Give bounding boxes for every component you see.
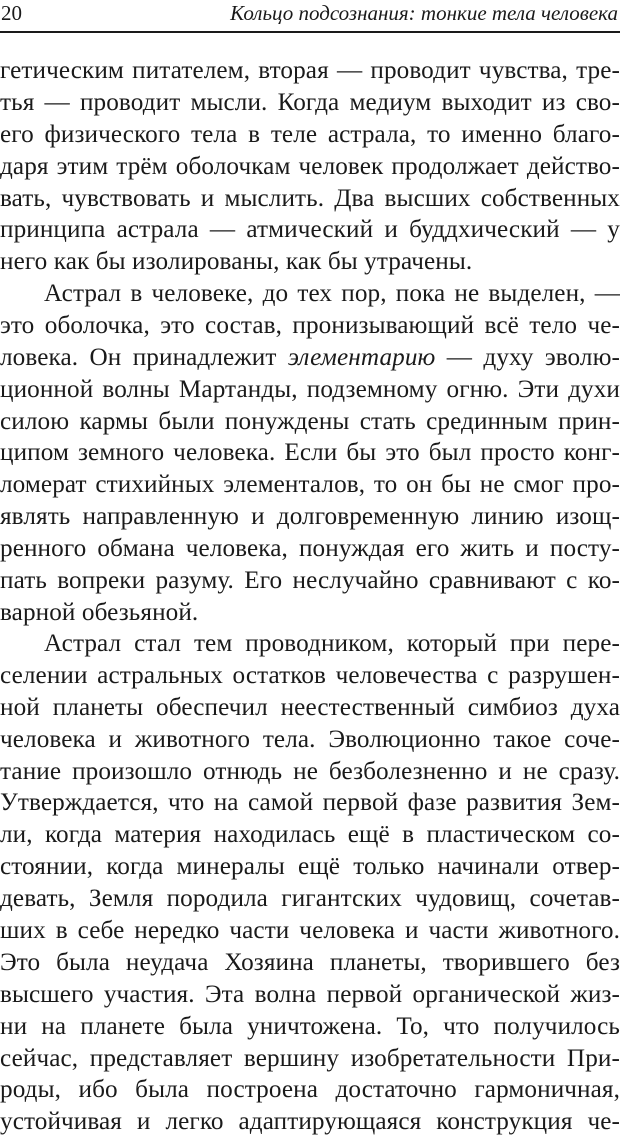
text-line: ренного обмана человека, понуждая его жить и посту- (0, 535, 620, 563)
text-line: ломерат стихийных элементалов, то он бы не смог про- (0, 471, 620, 499)
text-line: силою кармы были понуждены стать срединным прин- (0, 407, 620, 435)
text-line: Это была неудача Хозяина планеты, творившего без (0, 948, 620, 976)
text-line: являть направленную и долговременную линию изощ- (0, 503, 620, 531)
text-line: ционной волны Мартанды, подземному огню. Эти духи (0, 375, 620, 403)
text-line: Астрал стал тем проводником, который при пере- (44, 630, 620, 657)
text-line: ципом земного человека. Если бы это был просто конг- (0, 439, 620, 467)
text-line: роды, ибо была построена достаточно гармоничная, (0, 1076, 620, 1104)
text-line (0, 342, 620, 374)
paragraph-1 (0, 55, 620, 278)
text-line: Утверждается, что на самой первой фазе развития Зем- (0, 789, 620, 817)
text-line: пать вопреки разуму. Его неслучайно сравнивают с ко- (0, 567, 620, 595)
paragraph-2 (0, 278, 620, 629)
text-line: стоянии, когда минералы ещё только начинали отвер- (0, 853, 620, 881)
text-line: это оболочка, это состав, пронизывающий всё тело че- (0, 311, 620, 339)
running-header (0, 0, 620, 30)
text-line: принципа астрала — атмический и буддхический — у (0, 216, 620, 244)
emphasized-term: элементарию (287, 343, 436, 371)
paragraph-3 (0, 628, 620, 1138)
text-line: Астрал в человеке, до тех пор, пока не выделен, — (44, 280, 620, 307)
text-line: гетическим питателем, вторая — проводит чувства, тре- (0, 57, 620, 84)
text-run: — духу эволю- (435, 343, 620, 371)
text-line: ни на планете была уничтожена. То, что получилось (0, 1012, 620, 1040)
running-title: Кольцо подсознания: тонкие тела человека (230, 1, 618, 25)
text-line: вать, чувствовать и мыслить. Два высших собственных (0, 184, 620, 212)
text-line: варной обезьяной. (0, 598, 199, 626)
text-line: девать, Земля породила гигантских чудовищ, сочетав- (0, 885, 620, 913)
text-line: высшего участия. Эта волна первой органической жиз- (0, 980, 620, 1008)
text-line: устойчивая и легко адаптирующаяся конструкция че- (0, 1108, 620, 1136)
text-line: него как бы изолированы, как бы утрачены. (0, 248, 473, 276)
text-line: даря этим трём оболочкам человек продолжает действо- (0, 152, 620, 180)
text-line: ших в себе нередко части человека и части животного. (0, 917, 620, 945)
page-number: 20 (1, 1, 22, 25)
text-line: ной планеты обеспечил неестественный симбиоз духа (0, 693, 620, 721)
text-line: ли, когда материя находилась ещё в пластическом со- (0, 821, 620, 849)
text-line: его физического тела в теле астрала, то именно благо- (0, 120, 620, 148)
text-line: тание произошло отнюдь не безболезненно и не сразу. (0, 757, 620, 785)
text-line: человека и животного тела. Эволюционно такое соче- (0, 725, 620, 753)
text-run: ловека. Он принадлежит (0, 343, 288, 371)
text-line: сейчас, представляет вершину изобретательности При- (0, 1044, 620, 1072)
header-rule (0, 31, 620, 33)
text-line: селении астральных остатков человечества с разрушен- (0, 661, 620, 689)
text-line: тья — проводит мысли. Когда медиум выходит из сво- (0, 88, 620, 116)
